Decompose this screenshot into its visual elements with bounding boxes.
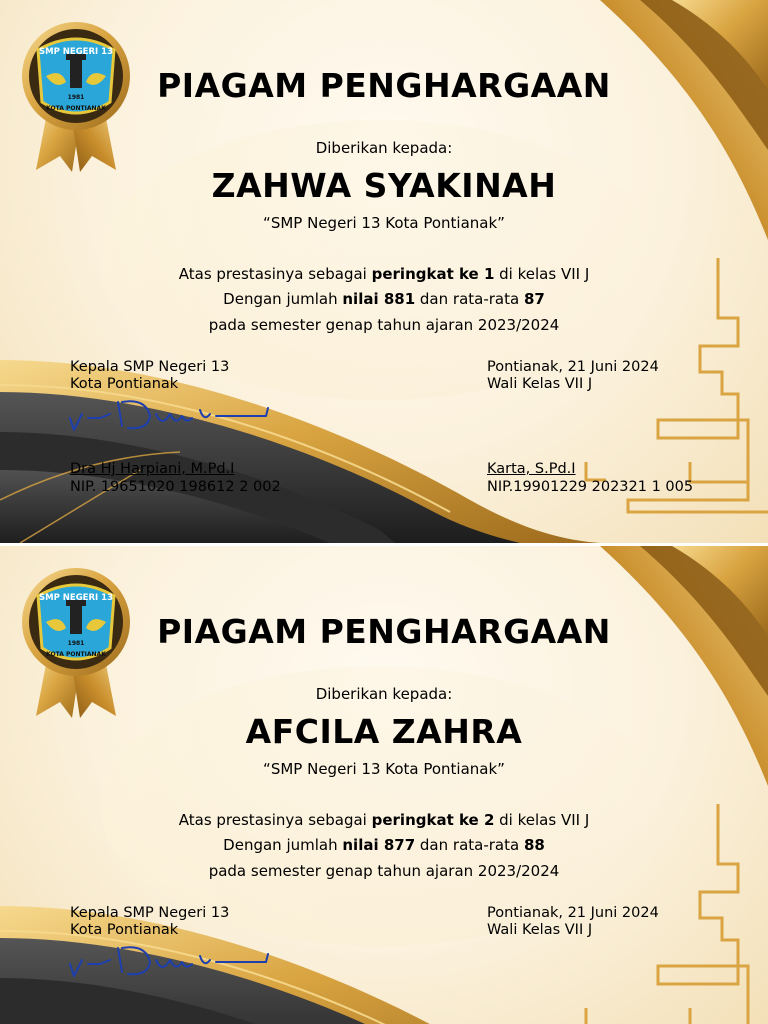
score-prefix: Dengan jumlah [223, 290, 343, 308]
principal-title: Kepala SMP Negeri 13 [70, 905, 230, 921]
total-score: nilai 881 [342, 290, 416, 308]
score-line [0, 290, 768, 308]
homeroom-teacher-nip: NIP.19901229 202321 1 005 [487, 479, 694, 495]
place-date: Pontianak, 21 Juni 2024 [487, 359, 659, 375]
logo-text-bottom: KOTA PONTIANAK [46, 105, 106, 112]
certificate-title: PIAGAM PENGHARGAAN [157, 612, 611, 651]
average-score: 87 [523, 290, 545, 308]
recipient-name: ZAHWA SYAKINAH [211, 166, 557, 205]
logo-year: 1981 [67, 94, 85, 101]
achievement-class: di kelas VII J [494, 811, 590, 829]
achievement-prefix: Atas prestasinya sebagai [178, 811, 372, 829]
semester-line: pada semester genap tahun ajaran 2023/2024 [208, 862, 560, 880]
logo-year: 1981 [67, 640, 85, 647]
logo-text-bottom: KOTA PONTIANAK [46, 651, 106, 658]
certificate-title: PIAGAM PENGHARGAAN [157, 66, 611, 105]
achievement-line [0, 811, 768, 829]
achievement-prefix: Atas prestasinya sebagai [178, 265, 372, 283]
principal-signature [66, 388, 276, 440]
average-score: 88 [523, 836, 545, 854]
principal-city: Kota Pontianak [70, 922, 179, 938]
homeroom-title: Wali Kelas VII J [487, 922, 593, 938]
logo-text-top: SMP NEGERI 13 [39, 47, 113, 57]
score-mid: dan rata-rata [415, 290, 524, 308]
homeroom-title: Wali Kelas VII J [487, 376, 593, 392]
rank: peringkat ke 1 [371, 265, 495, 283]
certificate-2 [0, 546, 768, 1024]
recipient-name: AFCILA ZAHRA [245, 712, 523, 751]
homeroom-teacher-name: Karta, S.Pd.I [487, 461, 576, 477]
school-name: “SMP Negeri 13 Kota Pontianak” [263, 214, 505, 232]
principal-name: Dra Hj Harpiani, M.Pd.I [70, 461, 235, 477]
school-name: “SMP Negeri 13 Kota Pontianak” [263, 760, 505, 778]
score-mid: dan rata-rata [415, 836, 524, 854]
given-to-label: Diberikan kepada: [315, 139, 453, 157]
achievement-class: di kelas VII J [494, 265, 590, 283]
logo-text-top: SMP NEGERI 13 [39, 593, 113, 603]
given-to-label: Diberikan kepada: [315, 685, 453, 703]
semester-line: pada semester genap tahun ajaran 2023/2024 [208, 316, 560, 334]
principal-city: Kota Pontianak [70, 376, 179, 392]
principal-signature [66, 934, 276, 986]
score-prefix: Dengan jumlah [223, 836, 343, 854]
achievement-line [0, 265, 768, 283]
rank: peringkat ke 2 [371, 811, 495, 829]
principal-title: Kepala SMP Negeri 13 [70, 359, 230, 375]
total-score: nilai 877 [342, 836, 416, 854]
place-date: Pontianak, 21 Juni 2024 [487, 905, 659, 921]
score-line [0, 836, 768, 854]
principal-nip: NIP. 19651020 198612 2 002 [70, 479, 281, 495]
